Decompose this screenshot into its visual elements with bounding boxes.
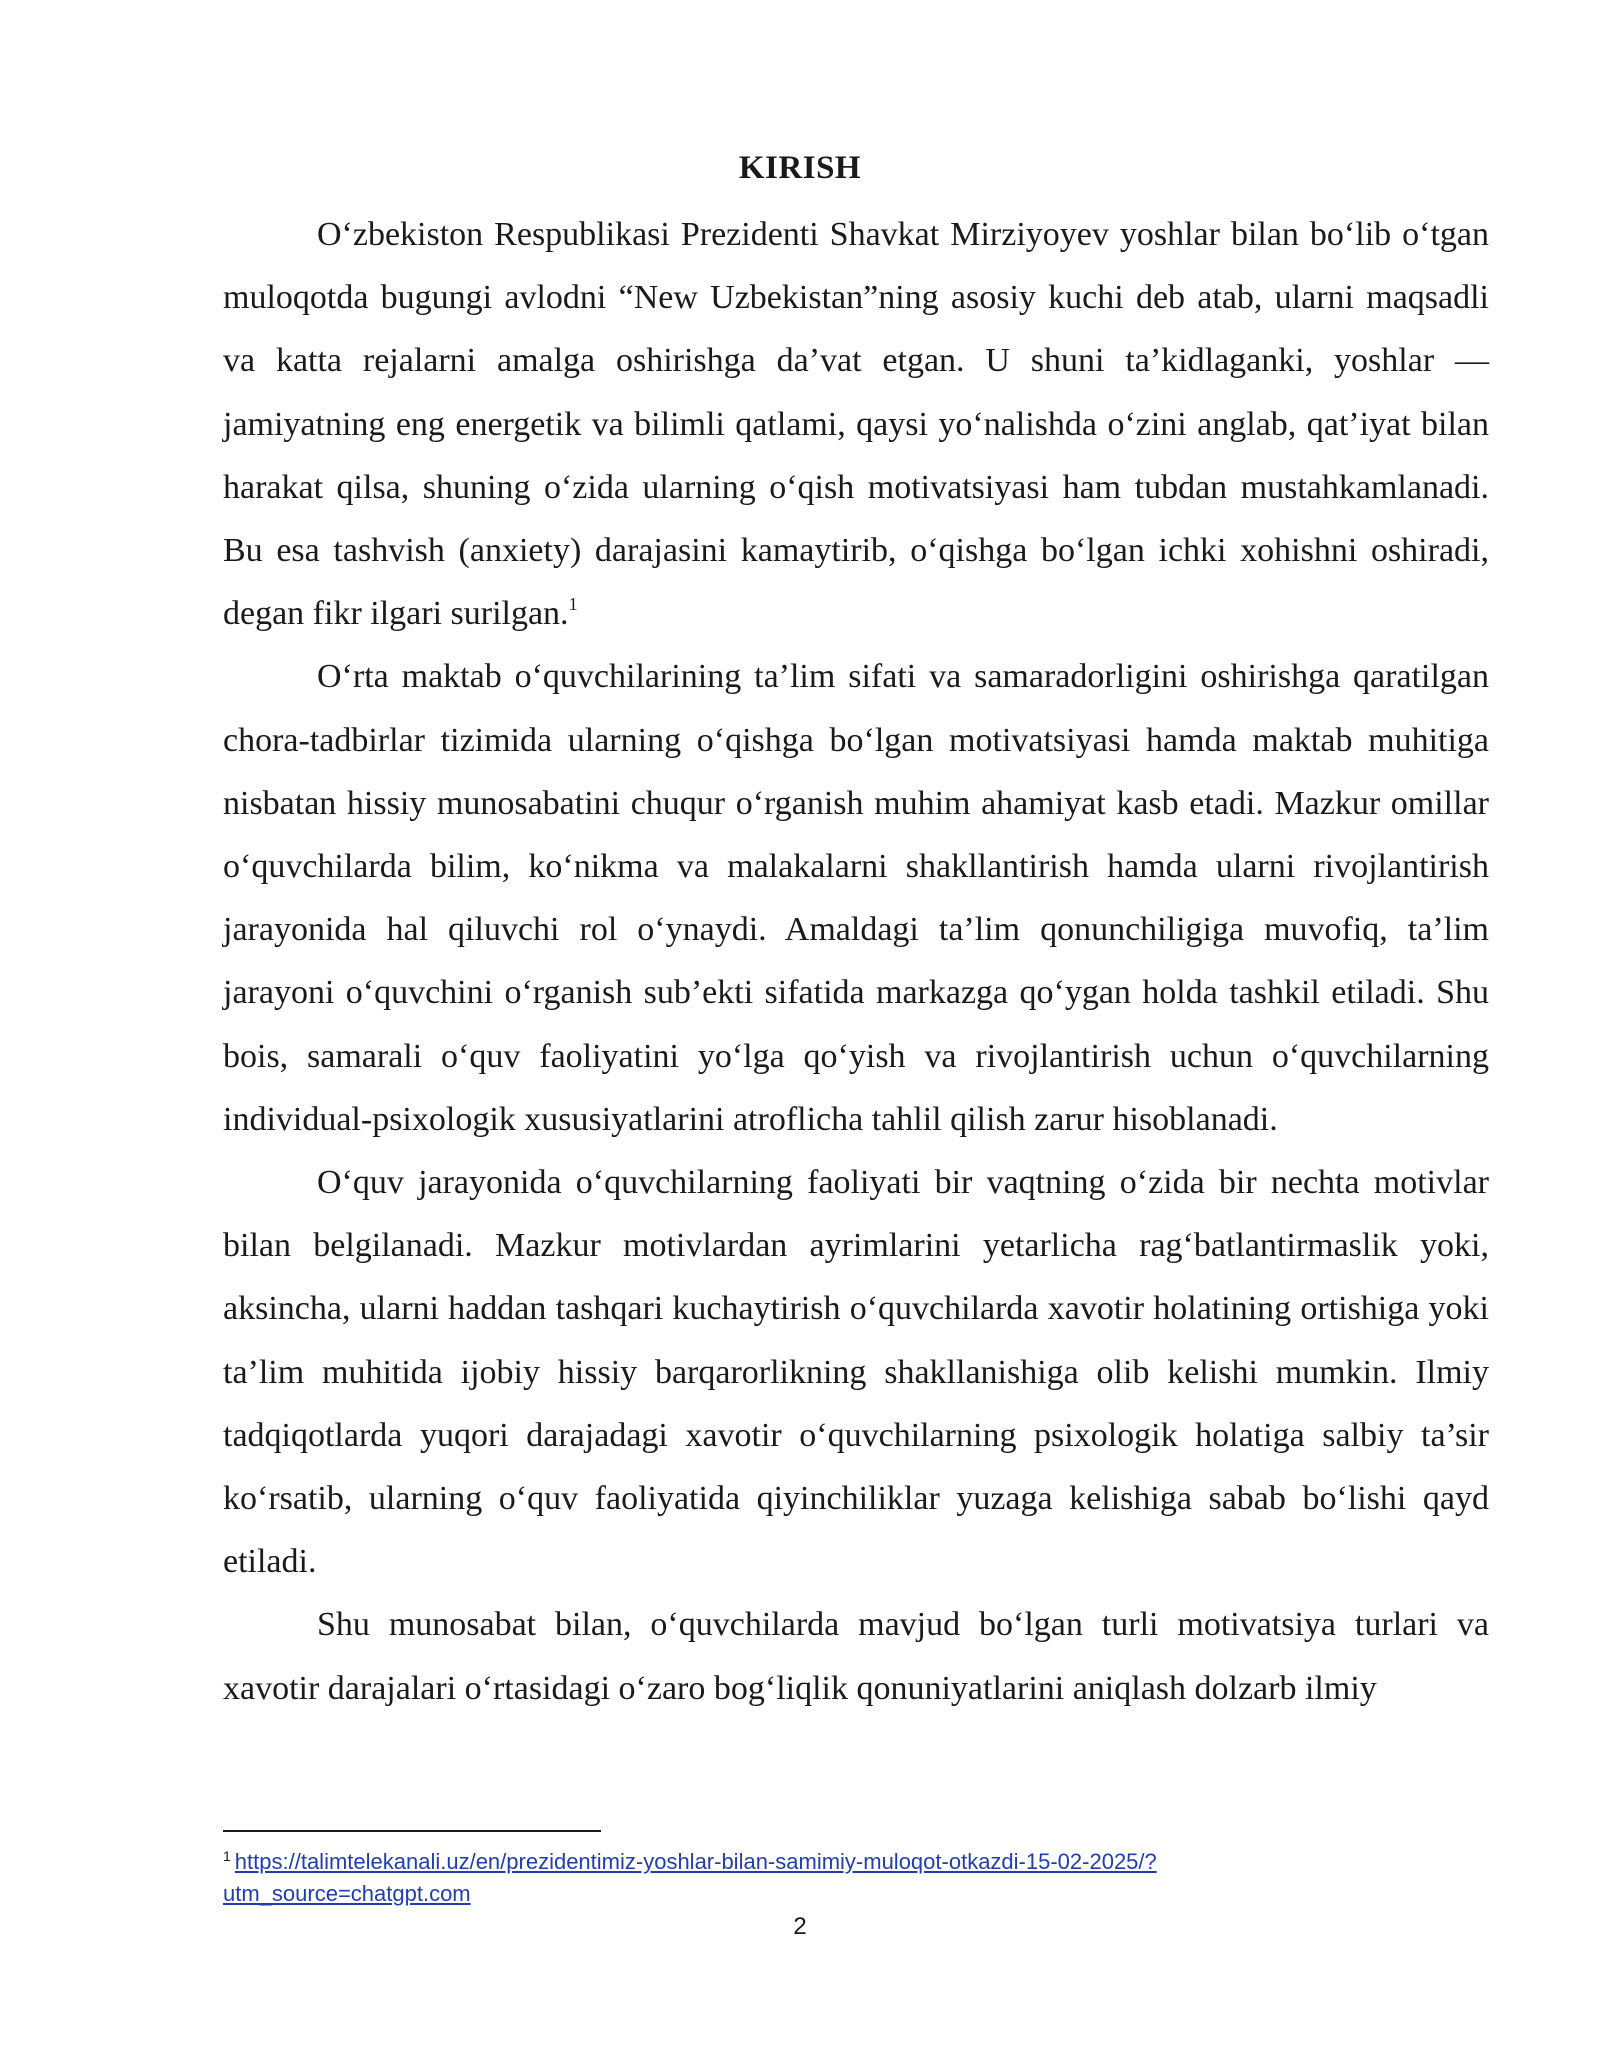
- footnote-link[interactable]: https://talimtelekanali.uz/en/prezidentimiz-yoshlar-bilan-samimiy-muloqot-otkazdi-15-02-2025/?utm_source=chatgpt.com: [223, 1849, 1157, 1906]
- paragraph-1: [223, 203, 1489, 645]
- page-number: 2: [793, 1913, 807, 1940]
- footnote-separator: [223, 1830, 601, 1832]
- paragraph-3: O‘quv jarayonida o‘quvchilarning faoliyati bir vaqtning o‘zida bir nechta motivlar bilan belgilanadi. Mazkur motivlardan ayrimlarini yetarlicha rag‘batlantirmaslik yoki, aksincha, ularni haddan tashqari kuchaytirish o‘quvchilarda xavotir holatining ortishiga yoki ta’lim muhitida ijobiy hissiy barqarorlikning shakllanishiga olib kelishi mumkin. Ilmiy tadqiqotlarda yuqori darajadagi xavotir o‘quvchilarning psixologik holatiga salbiy ta’sir ko‘rsatib, ularning o‘quv faoliyatida qiyinchiliklar yuzaga kelishiga sabab bo‘lishi qayd etiladi.: [223, 1164, 1489, 1581]
- body-text: [223, 203, 1489, 1720]
- footnote-reference[interactable]: 1: [568, 594, 578, 615]
- paragraph-2: O‘rta maktab o‘quvchilarining ta’lim sifati va samaradorligini oshirishga qaratilgan chora-tadbirlar tizimida ularning o‘qishga bo‘lgan motivatsiyasi hamda maktab muhitiga nisbatan hissiy munosabatini chuqur o‘rganish muhim ahamiyat kasb etadi. Mazkur omillar o‘quvchilarda bilim, ko‘nikma va malakalarni shakllantirish hamda ularni rivojlantirish jarayonida hal qiluvchi rol o‘ynaydi. Amaldagi ta’lim qonunchiligiga muvofiq, ta’lim jarayoni o‘quvchini o‘rganish sub’ekti sifatida markazga qo‘ygan holda tashkil etiladi. Shu bois, samarali o‘quv faoliyatini yo‘lga qo‘yish va rivojlantirish uchun o‘quvchilarning individual-psixologik xususiyatlarini atroflicha tahlil qilish zarur hisoblanadi.: [223, 658, 1489, 1138]
- footnote-marker: 1: [223, 1848, 231, 1864]
- paragraph-4: Shu munosabat bilan, o‘quvchilarda mavjud bo‘lgan turli motivatsiya turlari va xavotir darajalari o‘rtasidagi o‘zaro bog‘liqlik qonuniyatlarini aniqlash dolzarb ilmiy: [223, 1606, 1489, 1707]
- footnote: [223, 1846, 1323, 1910]
- paragraph-1-text: O‘zbekiston Respublikasi Prezidenti Shavkat Mirziyoyev yoshlar bilan bo‘lib o‘tgan muloqotda bugungi avlodni “New Uzbekistan”ning asosiy kuchi deb atab, ularni maqsadli va katta rejalarni amalga oshirishga da’vat etgan. U shuni ta’kidlaganki, yoshlar — jamiyatning eng energetik va bilimli qatlami, qaysi yo‘nalishda o‘zini anglab, qat’iyat bilan harakat qilsa, shuning o‘zida ularning o‘qish motivatsiyasi ham tubdan mustahkamlanadi. Bu esa tashvish (anxiety) darajasini kamaytirib, o‘qishga bo‘lgan ichki xohishni oshiradi, degan fikr ilgari surilgan.: [223, 216, 1489, 633]
- section-heading: KIRISH: [738, 150, 862, 186]
